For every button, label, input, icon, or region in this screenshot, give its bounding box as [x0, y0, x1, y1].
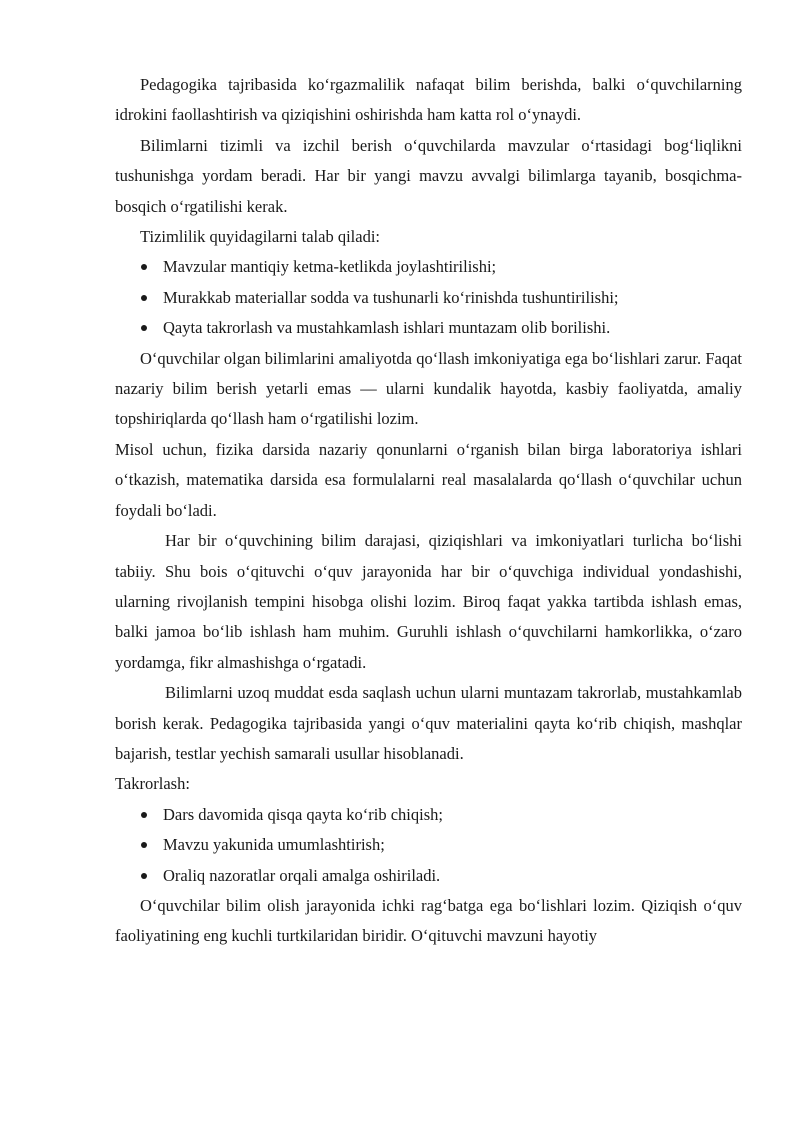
paragraph-motivation: O‘quvchilar bilim olish jarayonida ichki rag‘batga ega bo‘lishlari lozim. Qiziqish o‘quv faoliyatining eng kuchli turtkilaridan biridir. O‘qituvchi mavzuni hayotiy	[115, 895, 742, 946]
bullet-icon	[141, 873, 147, 879]
list-item	[115, 800, 742, 830]
list-item-text: Qayta takrorlash va mustahkamlash ishlari muntazam olib borilishi.	[163, 318, 611, 338]
list-item-text: Oraliq nazoratlar orqali amalga oshiriladi.	[163, 865, 441, 885]
list-item	[115, 861, 742, 891]
list-item-text: Dars davomida qisqa qayta ko‘rib chiqish;	[163, 804, 443, 824]
bullet-icon	[141, 325, 147, 331]
bullet-icon	[141, 842, 147, 848]
list-item	[115, 313, 742, 343]
list-item	[115, 830, 742, 860]
bullet-icon	[141, 812, 147, 818]
paragraph-systematic-requirements: Tizimlilik quyidagilarni talab qiladi:	[140, 227, 380, 247]
requirements-list	[115, 252, 742, 343]
list-item	[115, 252, 742, 282]
bullet-icon	[141, 264, 147, 270]
list-item-text: Mavzular mantiqiy ketma-ketlikda joylashtirilishi;	[163, 257, 497, 277]
paragraph-example: Misol uchun, fizika darsida nazariy qonunlarni o‘rganish bilan birga laboratoriya ishlari o‘tkazish, matematika darsida esa formulalarni real masalalarda qo‘llash o‘quvchilar uchun foydali bo‘ladi.	[115, 439, 742, 520]
repetition-list	[115, 800, 742, 891]
paragraph-practical-application: O‘quvchilar olgan bilimlarini amaliyotda qo‘llash imkoniyatiga ega bo‘lishlari zarur. Faqat nazariy bilim berish yetarli emas — ularni kundalik hayotda, kasbiy faoliyatda, amaliy topshiriqlarda qo‘llash ham o‘rgatilishi lozim.	[115, 348, 742, 429]
document-page	[115, 70, 742, 952]
paragraph-retention: Bilimlarni uzoq muddat esda saqlash uchun ularni muntazam takrorlab, mustahkamlab borish kerak. Pedagogika tajribasida yangi o‘quv materialini qayta ko‘rib chiqish, mashqlar bajarish, testlar yechish samarali usullar hisoblanadi.	[115, 683, 742, 763]
paragraph-visual-aids: Pedagogika tajribasida ko‘rgazmalilik nafaqat bilim berishda, balki o‘quvchilarning idrokini faollashtirish va qiziqishini oshirishda ham katta rol o‘ynaydi.	[115, 75, 742, 125]
paragraph-systematic-teaching: Bilimlarni tizimli va izchil berish o‘quvchilarda mavzular o‘rtasidagi bog‘liqlikni tushunishga yordam beradi. Har bir yangi mavzu avvalgi bilimlarga tayanib, bosqichma-bosqich o‘rgatilishi kerak.	[115, 135, 742, 216]
bullet-icon	[141, 295, 147, 301]
paragraph-repetition-heading: Takrorlash:	[115, 774, 190, 794]
paragraph-individual-approach: Har bir o‘quvchining bilim darajasi, qiziqishlari va imkoniyatlari turlicha bo‘lishi tabiiy. Shu bois o‘qituvchi o‘quv jarayonida har bir o‘quvchiga individual yondashishi, ularning rivojlanish tempini hisobga olishi lozim. Biroq faqat yakka tartibda ishlash emas, balki jamoa bo‘lib ishlash ham muhim. Guruhli ishlash o‘quvchilarni hamkorlikka, o‘zaro yordamga, fikr almashishga o‘rgatadi.	[115, 531, 742, 672]
list-item	[115, 283, 742, 313]
list-item-text: Murakkab materiallar sodda va tushunarli ko‘rinishda tushuntirilishi;	[163, 287, 619, 307]
list-item-text: Mavzu yakunida umumlashtirish;	[163, 835, 385, 855]
